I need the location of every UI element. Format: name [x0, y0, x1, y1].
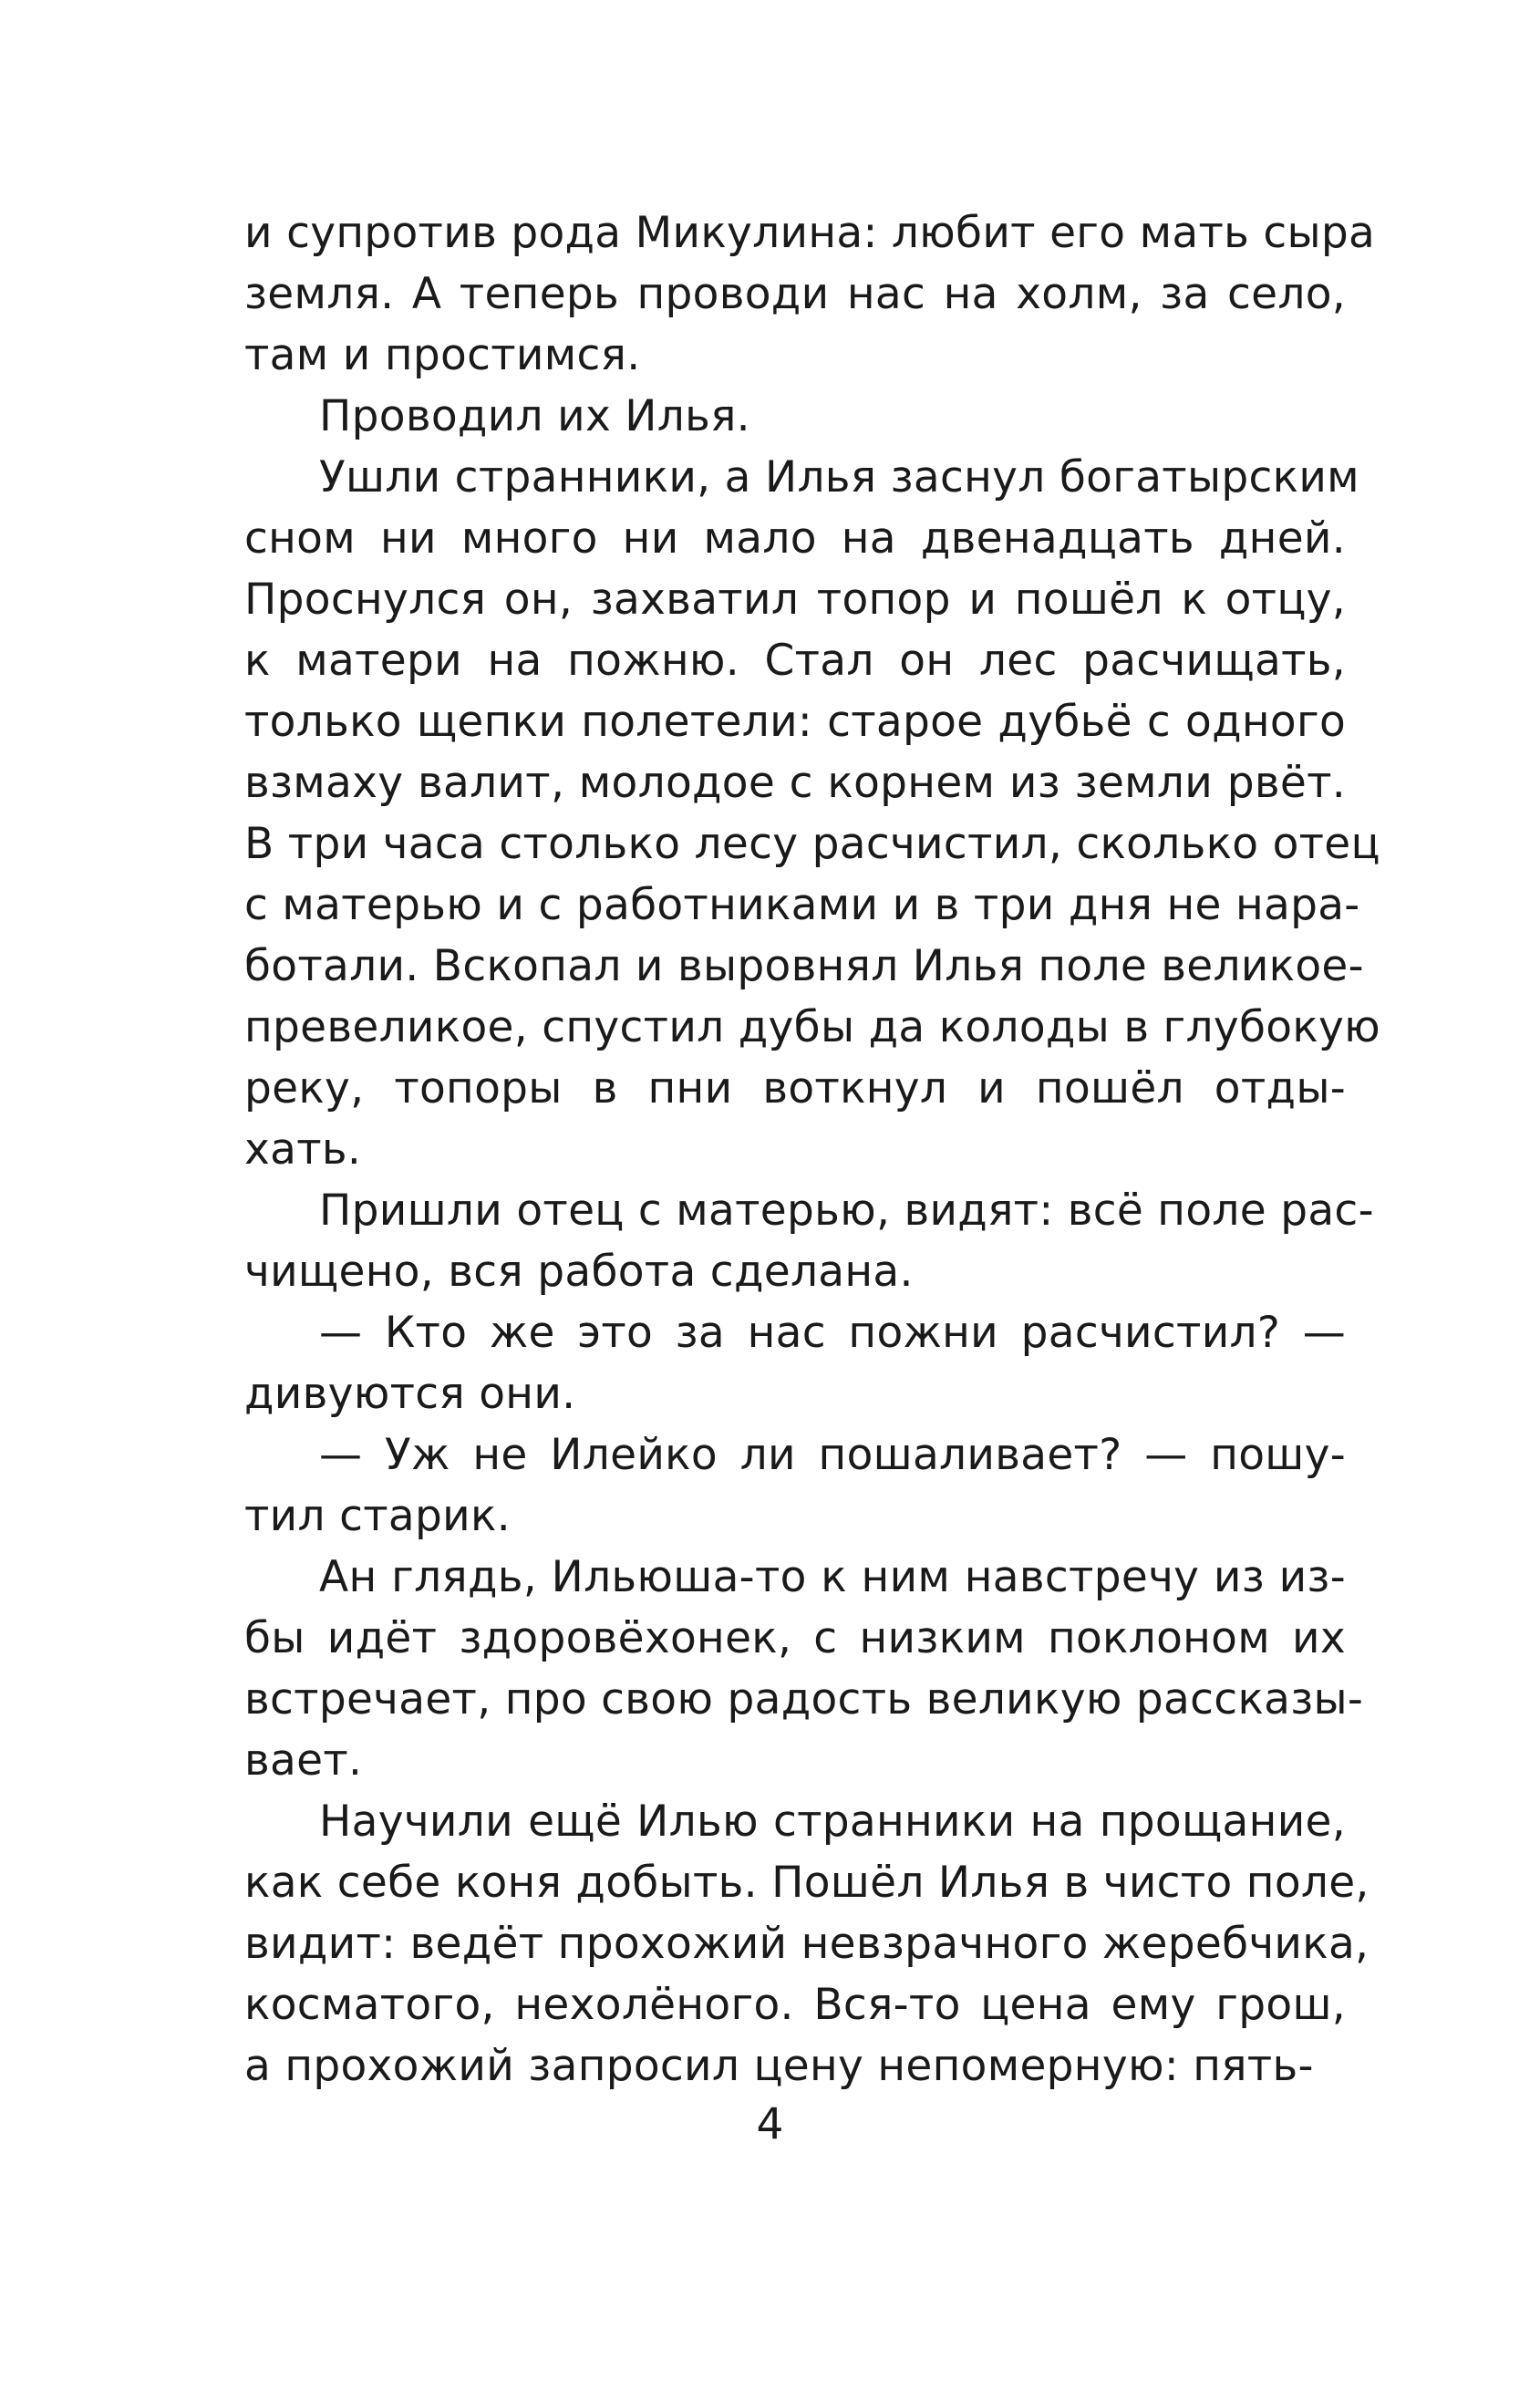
- text-line: к матери на пожню. Стал он лес расчищать,: [244, 636, 1346, 686]
- paragraph: [244, 1180, 1374, 1302]
- body-text: [244, 202, 1381, 2097]
- text-line: Ан глядь, Ильюша-то к ним навстречу из из-: [319, 1552, 1346, 1602]
- paragraph: [244, 1547, 1364, 1791]
- text-line: там и простимся.: [244, 330, 641, 380]
- text-line: и супротив рода Микулина: любит его мать сыра: [244, 208, 1376, 258]
- text-line: — Кто же это за нас пожни расчистил? —: [319, 1308, 1346, 1358]
- text-line: превеликое, спустил дубы да колоды в глубокую: [244, 1002, 1381, 1052]
- text-line: Научили ещё Илью странники на прощание,: [319, 1797, 1346, 1847]
- text-line: чищено, вся работа сделана.: [244, 1247, 914, 1297]
- text-line: тил старик.: [244, 1491, 511, 1541]
- text-line: видит: ведёт прохожий невзрачного жеребчика,: [244, 1919, 1369, 1969]
- paragraph: [244, 1424, 1346, 1547]
- paragraph: [244, 1791, 1369, 2097]
- text-line: встречает, про свою радость великую рассказы-: [244, 1674, 1364, 1724]
- paragraph: [244, 386, 1346, 447]
- text-line: бы идёт здоровёхонек, с низким поклоном их: [244, 1613, 1346, 1663]
- text-line: дивуются они.: [244, 1369, 576, 1419]
- text-line: хать.: [244, 1124, 362, 1175]
- text-line: реку, топоры в пни воткнул и пошёл отды-: [244, 1063, 1346, 1113]
- text-line: Ушли странники, а Илья заснул богатырским: [319, 452, 1359, 502]
- text-line: как себе коня добыть. Пошёл Илья в чисто поле,: [244, 1858, 1369, 1908]
- text-line: Пришли отец с матерью, видят: всё поле рас-: [319, 1186, 1374, 1236]
- text-line: вает.: [244, 1735, 363, 1786]
- text-line: В три часа столько лесу расчистил, сколько отец: [244, 819, 1380, 869]
- text-line: сном ни много ни мало на двенадцать дней.: [244, 513, 1346, 564]
- text-line: ботали. Вскопал и выровнял Илья поле великое-: [244, 941, 1364, 991]
- text-line: земля. А теперь проводи нас на холм, за село,: [244, 269, 1346, 319]
- text-line: с матерью и с работниками и в три дня не нара-: [244, 880, 1360, 930]
- paragraph: [244, 202, 1376, 386]
- text-line: косматого, нехолёного. Вся-то цена ему грош,: [244, 1980, 1346, 2030]
- text-line: а прохожий запросил цену непомерную: пять-: [244, 2041, 1314, 2091]
- paragraph: [244, 447, 1381, 1180]
- page-number: 4: [756, 2099, 784, 2149]
- text-line: только щепки полетели: старое дубьё с одного: [244, 697, 1346, 747]
- text-line: — Уж не Илейко ли пошаливает? — пошу-: [319, 1430, 1346, 1480]
- text-line: Проводил их Илья.: [319, 391, 750, 441]
- text-line: взмаху валит, молодое с корнем из земли рвёт.: [244, 758, 1346, 808]
- paragraph: [244, 1302, 1346, 1424]
- text-line: Проснулся он, захватил топор и пошёл к отцу,: [244, 575, 1346, 625]
